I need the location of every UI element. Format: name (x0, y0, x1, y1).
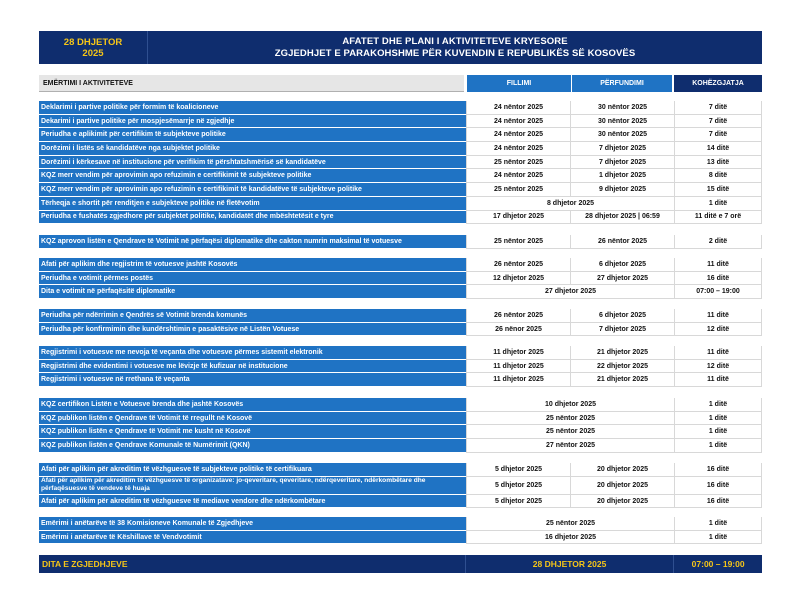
activity-name: KQZ publikon listën e Qendrave Komunale të Numërimit (QKN) (39, 439, 466, 453)
election-day-row (39, 555, 762, 573)
activity-name: KQZ aprovon listën e Qendrave të Votimit në përfaqësi diplomatike dhe cakton numrin maksimal të votuesve (39, 235, 466, 249)
activity-name: Afati për aplikim për akreditim të vëzhguesve të organizatave: jo-qeveritare, qeveritare, ndërqeveritare, ndërkombëtare dhe përfaqësuesve të vendeve të huaja (39, 477, 466, 495)
activity-duration: 16 ditë (674, 272, 762, 286)
activity-start: 24 nëntor 2025 (466, 115, 570, 129)
activity-name: Emërimi i anëtarëve të Këshillave të Vendvotimit (39, 531, 466, 545)
column-header-duration: KOHËZGJATJA (674, 75, 762, 92)
table-row (39, 517, 762, 531)
activity-group (39, 258, 762, 299)
activity-duration: 2 ditë (674, 235, 762, 249)
activity-name: Periudha për konfirmimin dhe kundërshtimin e pasaktësive në Listën Votuese (39, 323, 466, 337)
table-row (39, 398, 762, 412)
election-date-line2: 2025 (82, 47, 104, 59)
activity-start: 11 dhjetor 2025 (466, 346, 570, 360)
activity-start: 24 nëntor 2025 (466, 101, 570, 115)
activity-name: KQZ merr vendim për aprovimin apo refuzimin e certifikimit të subjekteve politike (39, 169, 466, 183)
election-day-date: 28 DHJETOR 2025 (465, 555, 673, 573)
table-row (39, 477, 762, 495)
activity-duration: 12 ditë (674, 360, 762, 374)
activity-date: 27 nëntor 2025 (466, 439, 674, 453)
election-date (39, 31, 148, 64)
table-row (39, 323, 762, 337)
activity-end: 20 dhjetor 2025 (570, 477, 674, 495)
activity-group (39, 463, 762, 508)
table-row (39, 235, 762, 249)
activity-duration: 1 ditë (674, 197, 762, 211)
table-row (39, 115, 762, 129)
election-day-label: DITA E ZGJEDHJEVE (42, 559, 128, 569)
activity-duration: 07:00 – 19:00 (674, 285, 762, 299)
activity-start: 26 nënor 2025 (466, 323, 570, 337)
activity-end: 26 nëntor 2025 (570, 235, 674, 249)
table-row (39, 272, 762, 286)
activity-duration: 16 ditë (674, 495, 762, 509)
page-title (148, 31, 762, 64)
activity-date: 25 nëntor 2025 (466, 517, 674, 531)
activity-start: 5 dhjetor 2025 (466, 495, 570, 509)
activity-duration: 13 ditë (674, 156, 762, 170)
activity-duration: 12 ditë (674, 323, 762, 337)
activity-name: KQZ publikon listën e Qendrave të Votimit të rregullt në Kosovë (39, 412, 466, 426)
activity-group (39, 235, 762, 249)
activity-start: 24 nëntor 2025 (466, 169, 570, 183)
activity-duration: 1 ditë (674, 439, 762, 453)
activity-start: 11 dhjetor 2025 (466, 360, 570, 374)
page-title-line1: AFATET DHE PLANI I AKTIVITETEVE KRYESORE (342, 35, 568, 47)
activity-name: Periudha për ndërrimin e Qendrës së Votimit brenda komunës (39, 309, 466, 323)
activity-date: 8 dhjetor 2025 (466, 197, 674, 211)
activity-end: 22 dhjetor 2025 (570, 360, 674, 374)
activity-end: 6 dhjetor 2025 (570, 258, 674, 272)
activity-end: 20 dhjetor 2025 (570, 463, 674, 477)
activity-start: 17 dhjetor 2025 (466, 211, 570, 225)
activity-name: Regjistrimi i votuesve me nevoja të veçanta dhe votuesve përmes sistemit elektronik (39, 346, 466, 360)
activity-end: 27 dhjetor 2025 (570, 272, 674, 286)
activity-name: Afati për aplikim dhe regjistrim të votuesve jashtë Kosovës (39, 258, 466, 272)
table-row (39, 309, 762, 323)
activity-duration: 1 ditë (674, 517, 762, 531)
activity-date: 10 dhjetor 2025 (466, 398, 674, 412)
activity-name: Afati për aplikim për akreditim të vëzhguesve të mediave vendore dhe ndërkombëtare (39, 495, 466, 509)
activity-name: Dorëzimi i kërkesave në institucione për verifikim të përshtatshmërisë së kandidatëve (39, 156, 466, 170)
activity-start: 25 nëntor 2025 (466, 235, 570, 249)
activity-duration: 8 ditë (674, 169, 762, 183)
activity-end: 21 dhjetor 2025 (570, 373, 674, 387)
activity-name: Emërimi i anëtarëve të 38 Komisioneve Komunale të Zgjedhjeve (39, 517, 466, 531)
table-row (39, 211, 762, 225)
election-date-line1: 28 DHJETOR (63, 36, 123, 48)
page-title-line2: ZGJEDHJET E PARAKOHSHME PËR KUVENDIN E REPUBLIKËS SË KOSOVËS (274, 47, 636, 59)
activity-duration: 16 ditë (674, 463, 762, 477)
table-row (39, 439, 762, 453)
table-row (39, 425, 762, 439)
column-header-name: EMËRTIMI I AKTIVITETEVE (39, 75, 464, 92)
activity-end: 1 dhjetor 2025 (570, 169, 674, 183)
activity-end: 30 nëntor 2025 (570, 128, 674, 142)
activity-end: 20 dhjetor 2025 (570, 495, 674, 509)
activity-duration: 1 ditë (674, 425, 762, 439)
activity-duration: 1 ditë (674, 531, 762, 545)
activity-start: 25 nëntor 2025 (466, 183, 570, 197)
activity-start: 24 nëntor 2025 (466, 142, 570, 156)
table-row (39, 169, 762, 183)
activity-start: 24 nëntor 2025 (466, 128, 570, 142)
table-row (39, 197, 762, 211)
activity-name: Dorëzimi i listës së kandidatëve nga subjektet politike (39, 142, 466, 156)
activity-end: 6 dhjetor 2025 (570, 309, 674, 323)
activity-duration: 1 ditë (674, 398, 762, 412)
activity-name: Dita e votimit në përfaqësitë diplomatike (39, 285, 466, 299)
activity-start: 5 dhjetor 2025 (466, 463, 570, 477)
activity-name: KQZ merr vendim për aprovimin apo refuzimin e certifikimit të kandidatëve të subjekteve politike (39, 183, 466, 197)
activity-end: 7 dhjetor 2025 (570, 142, 674, 156)
activity-duration: 16 ditë (674, 477, 762, 495)
activity-name: Periudha e aplikimit për certifikim të subjekteve politike (39, 128, 466, 142)
activity-start: 25 nëntor 2025 (466, 156, 570, 170)
activity-start: 26 nëntor 2025 (466, 309, 570, 323)
activity-duration: 11 ditë (674, 373, 762, 387)
activity-duration: 7 ditë (674, 115, 762, 129)
page-header (39, 31, 762, 64)
activity-start: 12 dhjetor 2025 (466, 272, 570, 286)
table-row (39, 412, 762, 426)
activity-duration: 11 ditë (674, 346, 762, 360)
activity-duration: 14 ditë (674, 142, 762, 156)
activity-name: Deklarimi i partive politike për formim të koalicioneve (39, 101, 466, 115)
activity-group (39, 517, 762, 544)
activity-group (39, 101, 762, 224)
table-row (39, 495, 762, 509)
activity-duration: 11 ditë (674, 258, 762, 272)
activity-date: 27 dhjetor 2025 (466, 285, 674, 299)
election-day-time: 07:00 – 19:00 (673, 555, 762, 573)
table-row (39, 128, 762, 142)
activity-start: 5 dhjetor 2025 (466, 477, 570, 495)
column-header-end: PËRFUNDIMI (572, 75, 672, 92)
table-row (39, 463, 762, 477)
activity-end: 7 dhjetor 2025 (570, 156, 674, 170)
activity-name: Dekarimi i partive politike për mospjesëmarrje në zgjedhje (39, 115, 466, 129)
table-row (39, 346, 762, 360)
activity-group (39, 309, 762, 336)
activity-duration: 11 ditë (674, 309, 762, 323)
activity-end: 21 dhjetor 2025 (570, 346, 674, 360)
activity-name: Afati për aplikim për akreditim të vëzhguesve të subjekteve politike të certifikuara (39, 463, 466, 477)
activity-end: 28 dhjetor 2025 | 06:59 (570, 211, 674, 225)
activity-name: Tërheqja e shortit për renditjen e subjekteve politike në fletëvotim (39, 197, 466, 211)
activity-group (39, 346, 762, 387)
table-row (39, 285, 762, 299)
table-row (39, 101, 762, 115)
table-row (39, 373, 762, 387)
activity-end: 9 dhjetor 2025 (570, 183, 674, 197)
activity-end: 30 nëntor 2025 (570, 101, 674, 115)
activity-duration: 7 ditë (674, 128, 762, 142)
activity-end: 7 dhjetor 2025 (570, 323, 674, 337)
table-row (39, 156, 762, 170)
activity-name: KQZ publikon listën e Qendrave të Votimit me kusht në Kosovë (39, 425, 466, 439)
table-row (39, 531, 762, 545)
column-header-start: FILLIMI (467, 75, 571, 92)
activity-duration: 1 ditë (674, 412, 762, 426)
activity-start: 26 nëntor 2025 (466, 258, 570, 272)
table-row (39, 183, 762, 197)
activity-name: Periudha e fushatës zgjedhore për subjektet politike, kandidatët dhe mbështetësit e tyre (39, 211, 466, 225)
activity-name: Regjistrimi i votuesve në rrethana të veçanta (39, 373, 466, 387)
table-row (39, 258, 762, 272)
activity-name: KQZ certifikon Listën e Votuesve brenda dhe jashtë Kosovës (39, 398, 466, 412)
activity-date: 25 nëntor 2025 (466, 412, 674, 426)
activity-name: Periudha e votimit përmes postës (39, 272, 466, 286)
table-row (39, 142, 762, 156)
activity-start: 11 dhjetor 2025 (466, 373, 570, 387)
table-row (39, 360, 762, 374)
activity-end: 30 nëntor 2025 (570, 115, 674, 129)
activity-duration: 7 ditë (674, 101, 762, 115)
activity-date: 16 dhjetor 2025 (466, 531, 674, 545)
activity-name: Regjistrimi dhe evidentimi i votuesve me lëvizje të kufizuar në institucione (39, 360, 466, 374)
activity-date: 25 nëntor 2025 (466, 425, 674, 439)
activity-group (39, 398, 762, 453)
activity-duration: 15 ditë (674, 183, 762, 197)
activity-duration: 11 ditë e 7 orë (674, 211, 762, 225)
